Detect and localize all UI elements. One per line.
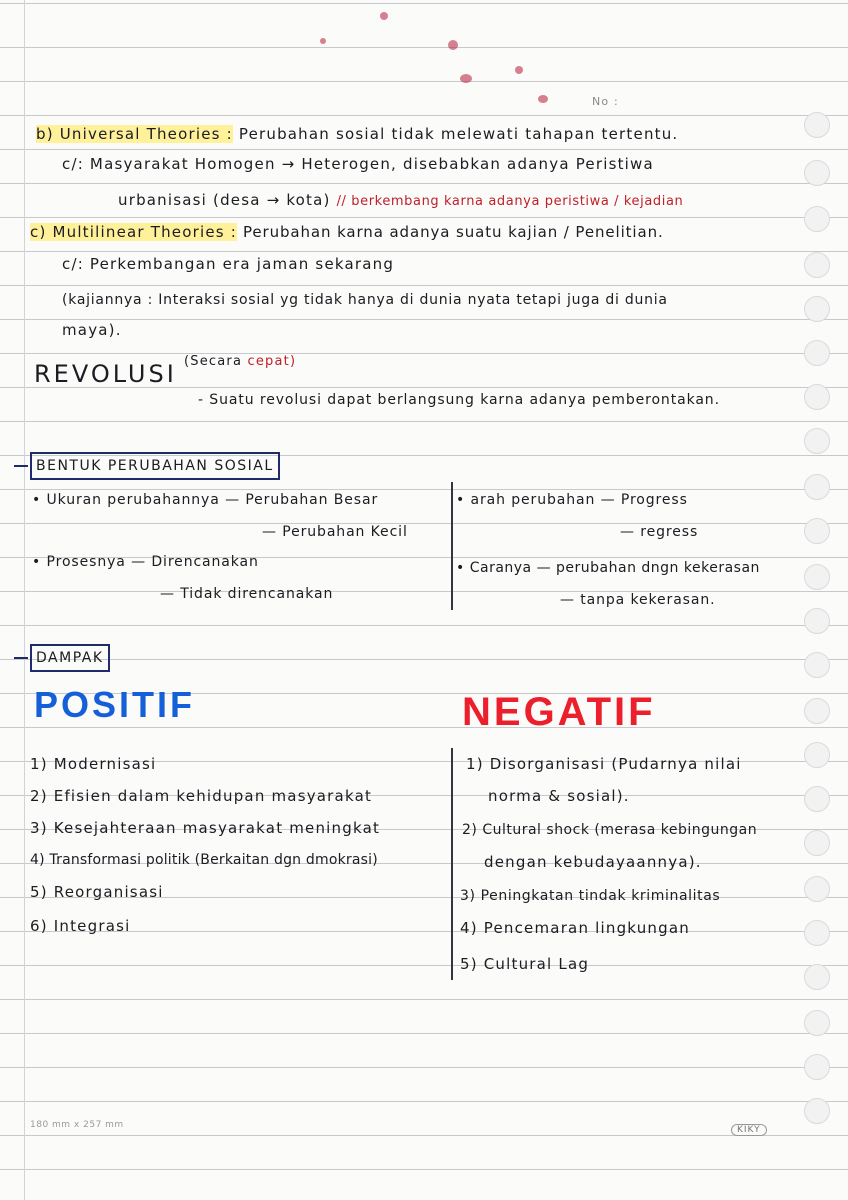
bentuk-right-2: — regress (620, 524, 699, 540)
revolusi-subtitle-b: cepat) (247, 354, 297, 369)
universal-theories-line (36, 124, 678, 144)
revolusi-text: - Suatu revolusi dapat berlangsung karna adanya pemberontakan. (198, 392, 720, 408)
ink-stain (460, 74, 472, 83)
positif-heading: POSITIF (34, 684, 196, 725)
section-dash (14, 465, 28, 467)
positif-item: 2) Efisien dalam kehidupan masyarakat (30, 787, 373, 805)
negatif-item: 2) Cultural shock (merasa kebingungan (462, 822, 758, 838)
binder-hole (804, 830, 830, 856)
binder-hole (804, 786, 830, 812)
revolusi-subtitle-a: (Secara (184, 354, 243, 369)
ink-stain (320, 38, 326, 44)
binder-hole (804, 112, 830, 138)
binder-hole (804, 742, 830, 768)
bentuk-divider (451, 482, 453, 610)
negatif-item: 5) Cultural Lag (460, 955, 590, 973)
ink-stain (538, 95, 548, 103)
negatif-item: dengan kebudayaannya). (484, 853, 702, 871)
dampak-divider (451, 748, 453, 980)
positif-item: 5) Reorganisasi (30, 883, 164, 901)
revolusi-heading: REVOLUSI (34, 360, 177, 388)
negatif-item: 4) Pencemaran lingkungan (460, 919, 690, 937)
negatif-item: 1) Disorganisasi (Pudarnya nilai (466, 755, 742, 773)
multilinear-theories-text: Perubahan karna adanya suatu kajian / Penelitian. (242, 223, 664, 241)
brand-logo: KIKY (731, 1124, 767, 1136)
binder-hole (804, 698, 830, 724)
binder-hole (804, 876, 830, 902)
ink-stain (380, 12, 388, 20)
negatif-item: 3) Peningkatan tindak kriminalitas (460, 888, 721, 904)
binder-hole (804, 608, 830, 634)
binder-hole (804, 1098, 830, 1124)
positif-item: 4) Transformasi politik (Berkaitan dgn dmokrasi) (30, 852, 378, 868)
dampak-heading: DAMPAK (30, 644, 110, 672)
binder-holes (788, 0, 848, 1200)
ink-stain (515, 66, 523, 74)
binder-hole (804, 296, 830, 322)
binder-hole (804, 340, 830, 366)
bentuk-left-2: — Perubahan Kecil (262, 524, 408, 540)
urbanisasi-note: // berkembang karna adanya peristiwa / kejadian (336, 194, 684, 209)
binder-hole (804, 384, 830, 410)
universal-theories-text: Perubahan sosial tidak melewati tahapan tertentu. (238, 125, 679, 143)
positif-item: 3) Kesejahteraan masyarakat meningkat (30, 819, 381, 837)
binder-hole (804, 206, 830, 232)
paper-size-label: 180 mm x 257 mm (30, 1120, 124, 1130)
binder-hole (804, 564, 830, 590)
binder-hole (804, 474, 830, 500)
multilinear-example: c/: Perkembangan era jaman sekarang (62, 255, 395, 273)
binder-hole (804, 428, 830, 454)
binder-hole (804, 652, 830, 678)
bentuk-left-3: • Prosesnya — Direncanakan (32, 554, 259, 570)
universal-example-1: c/: Masyarakat Homogen → Heterogen, disebabkan adanya Peristiwa (62, 155, 654, 173)
binder-hole (804, 160, 830, 186)
universal-example-2 (118, 190, 683, 212)
multilinear-theories-line (30, 222, 664, 242)
negatif-heading: NEGATIF (462, 690, 656, 734)
binder-hole (804, 920, 830, 946)
positif-item: 1) Modernisasi (30, 755, 157, 773)
multilinear-note-1: (kajiannya : Interaksi sosial yg tidak hanya di dunia nyata tetapi juga di dunia (62, 292, 668, 308)
bentuk-right-4: — tanpa kekerasan. (560, 592, 716, 608)
bentuk-heading: BENTUK PERUBAHAN SOSIAL (30, 452, 280, 480)
binder-hole (804, 252, 830, 278)
universal-theories-heading: b) Universal Theories : (36, 125, 233, 143)
multilinear-theories-heading: c) Multilinear Theories : (30, 223, 238, 241)
bentuk-right-1: • arah perubahan — Progress (456, 492, 688, 508)
page-number-label: No : (592, 95, 619, 108)
multilinear-note-2: maya). (62, 321, 122, 339)
binder-hole (804, 518, 830, 544)
ink-stain (448, 40, 458, 50)
margin-line (24, 0, 25, 1200)
urbanisasi-text: urbanisasi (desa → kota) (118, 191, 331, 209)
bentuk-left-1: • Ukuran perubahannya — Perubahan Besar (32, 492, 379, 508)
bentuk-right-3: • Caranya — perubahan dngn kekerasan (456, 560, 760, 576)
section-dash (14, 657, 28, 659)
positif-item: 6) Integrasi (30, 917, 131, 935)
binder-hole (804, 1054, 830, 1080)
binder-hole (804, 1010, 830, 1036)
negatif-item: norma & sosial). (488, 787, 630, 805)
bentuk-left-4: — Tidak direncanakan (160, 586, 334, 602)
revolusi-subtitle (184, 352, 296, 372)
binder-hole (804, 964, 830, 990)
